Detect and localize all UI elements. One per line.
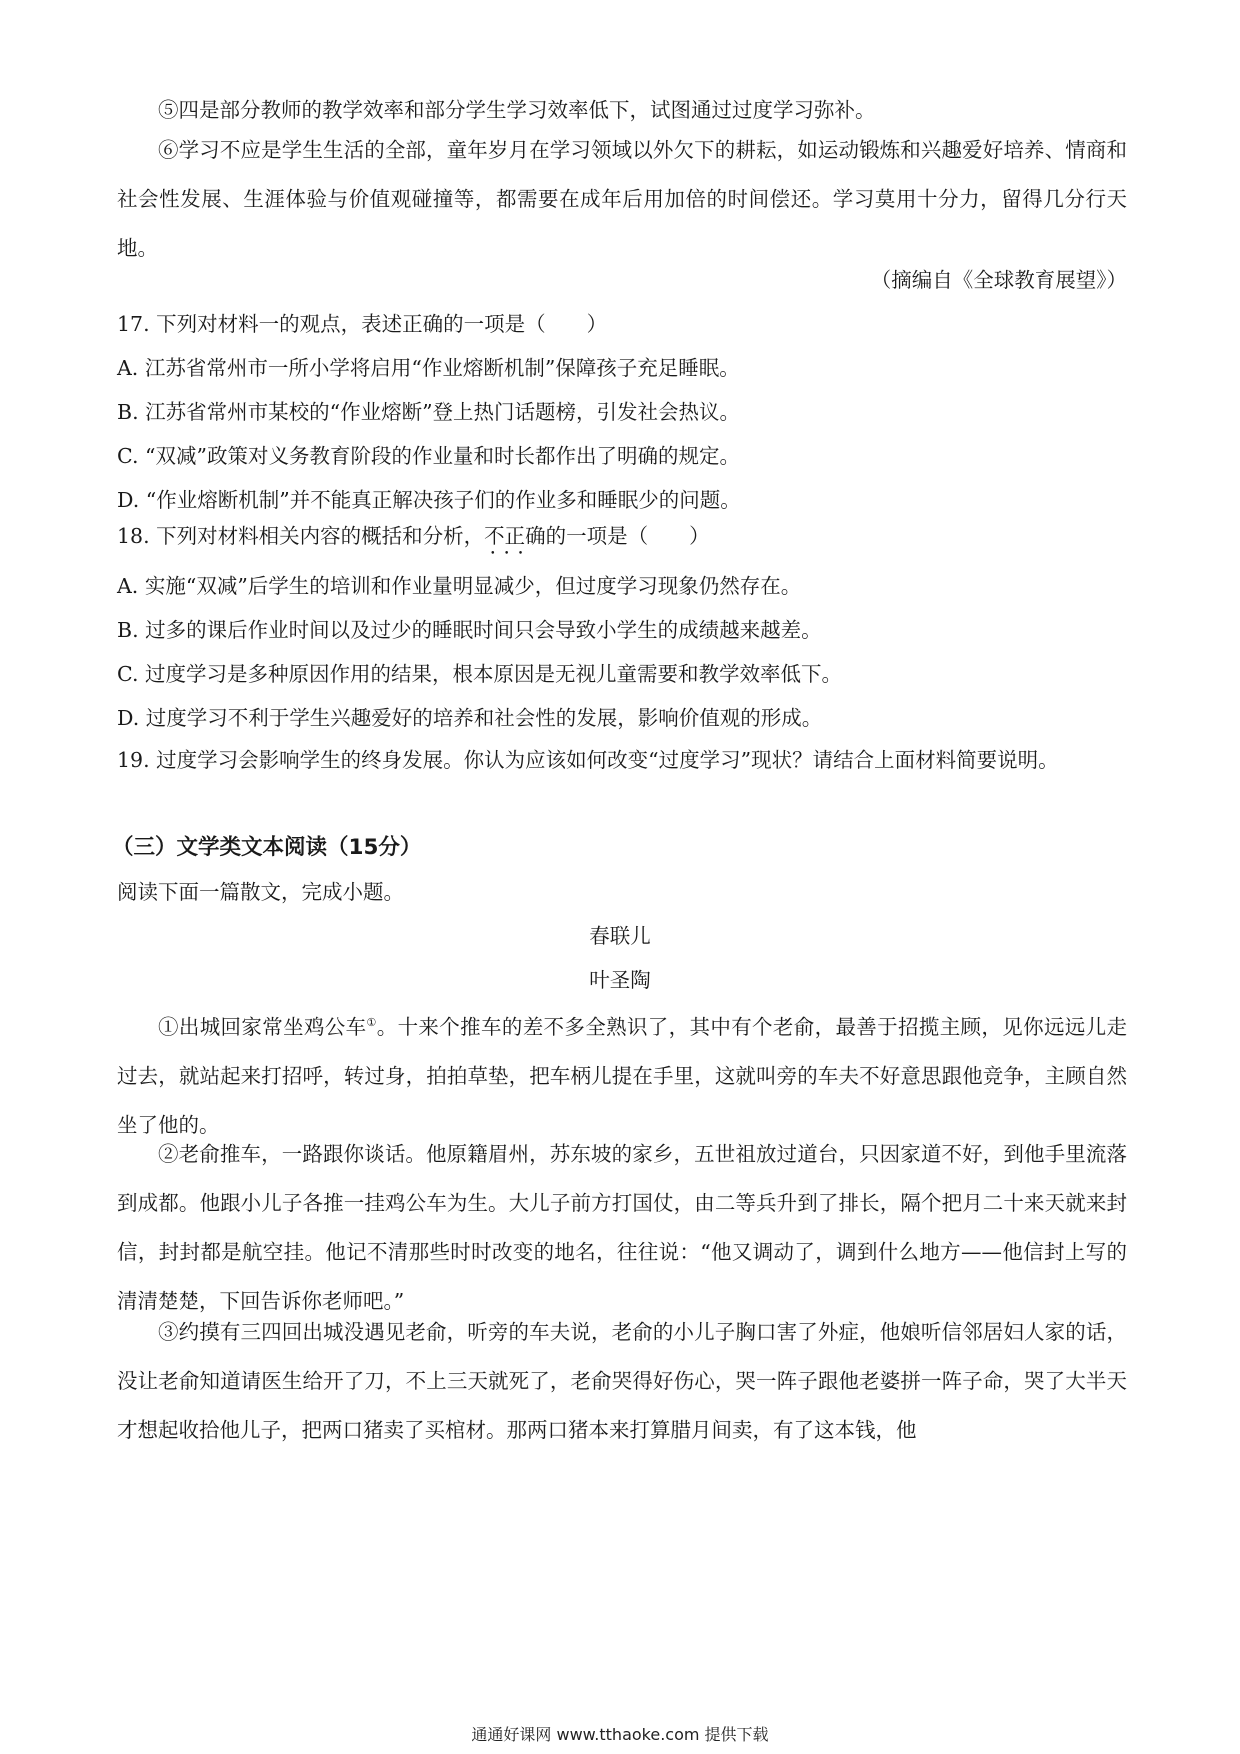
essay-paragraph-2: ②老俞推车，一路跟你谈话。他原籍眉州，苏东坡的家乡，五世祖放过道台，只因家道不好，到他手里流落到成都。他跟小儿子各推一挂鸡公车为生。大儿子前方打国仗，由二等兵升到了排长，隔个把月二十来天就来封信，封封都是航空挂。他记不清那些时时改变的地名，往往说：“他又调动了，调到什么地方——他信封上写的清清楚楚，下回告诉你老师吧。” [117,1142,1127,1313]
question-18-stem-before: 18. 下列对材料相关内容的概括和分析， [117,524,485,548]
essay-title: 春联儿 [589,924,651,948]
question-17-option-c: C. “双减”政策对义务教育阶段的作业量和时长都作出了明确的规定。 [117,444,740,468]
question-18-option-d: D. 过度学习不利于学生兴趣爱好的培养和社会性的发展，影响价值观的形成。 [117,706,823,730]
question-18-option-b: B. 过多的课后作业时间以及过少的睡眠时间只会导致小学生的成绩越来越差。 [117,618,822,642]
essay-paragraph-1-start: ①出城回家常坐鸡公车 [158,1014,367,1039]
essay-paragraph-1 [117,998,1127,1150]
material-paragraph-5: ⑤四是部分教师的教学效率和部分学生学习效率低下，试图通过过度学习弥补。 [158,98,876,122]
footnote-marker: ① [366,1016,377,1029]
question-18-emphasis: 不正确 • • [484,524,546,548]
essay-paragraph-3: ③约摸有三四回出城没遇见老俞，听旁的车夫说，老俞的小儿子胸口害了外症，他娘听信邻居妇人家的话，没让老俞知道请医生给开了刀，不上三天就死了，老俞哭得好伤心，哭一阵子跟他老婆拼一阵子命，哭了大半天才想起收拾他儿子，把两口猪卖了买棺材。那两口猪本来打算腊月间卖，有了这本钱，他 [117,1320,1127,1442]
section-3-instruction: 阅读下面一篇散文，完成小题。 [117,880,404,904]
material-source: （摘编自《全球教育展望》） [870,268,1127,292]
question-17-option-d: D. “作业熔断机制”并不能真正解决孩子们的作业多和睡眠少的问题。 [117,488,741,512]
question-19-stem: 19. 过度学习会影响学生的终身发展。你认为应该如何改变“过度学习”现状？请结合上面材料简要说明。 [117,748,1059,772]
question-18-stem [117,522,1127,550]
question-18-option-a: A. 实施“双减”后学生的培训和作业量明显减少，但过度学习现象仍然存在。 [117,574,802,598]
question-17-option-a: A. 江苏省常州市一所小学将启用“作业熔断机制”保障孩子充足睡眠。 [117,356,740,380]
page-footer: 通通好课网 www.tthaoke.com 提供下载 [471,1725,769,1744]
essay-paragraph-1-rest: 。十来个推车的差不多全熟识了，其中有个老俞，最善于招揽主顾，见你远远儿走过去，就站起来打招呼，转过身，拍拍草垫，把车柄儿提在手里，这就叫旁的车夫不好意思跟他竞争，主顾自然坐了他的。 [117,1014,1128,1137]
question-17-stem: 17. 下列对材料一的观点，表述正确的一项是（ ） [117,312,608,336]
question-18-option-c: C. 过度学习是多种原因作用的结果，根本原因是无视儿童需要和教学效率低下。 [117,662,842,686]
section-3-heading: （三）文学类文本阅读（15分） [112,835,422,860]
material-paragraph-6: ⑥学习不应是学生生活的全部，童年岁月在学习领域以外欠下的耕耘，如运动锻炼和兴趣爱好培养、情商和社会性发展、生涯体验与价值观碰撞等，都需要在成年后用加倍的时间偿还。学习莫用十分力，留得几分行天地。 [117,138,1127,260]
question-18-stem-after: 的一项是（ ） [545,524,710,548]
essay-author: 叶圣陶 [589,968,651,992]
question-17-option-b: B. 江苏省常州市某校的“作业熔断”登上热门话题榜，引发社会热议。 [117,400,741,424]
